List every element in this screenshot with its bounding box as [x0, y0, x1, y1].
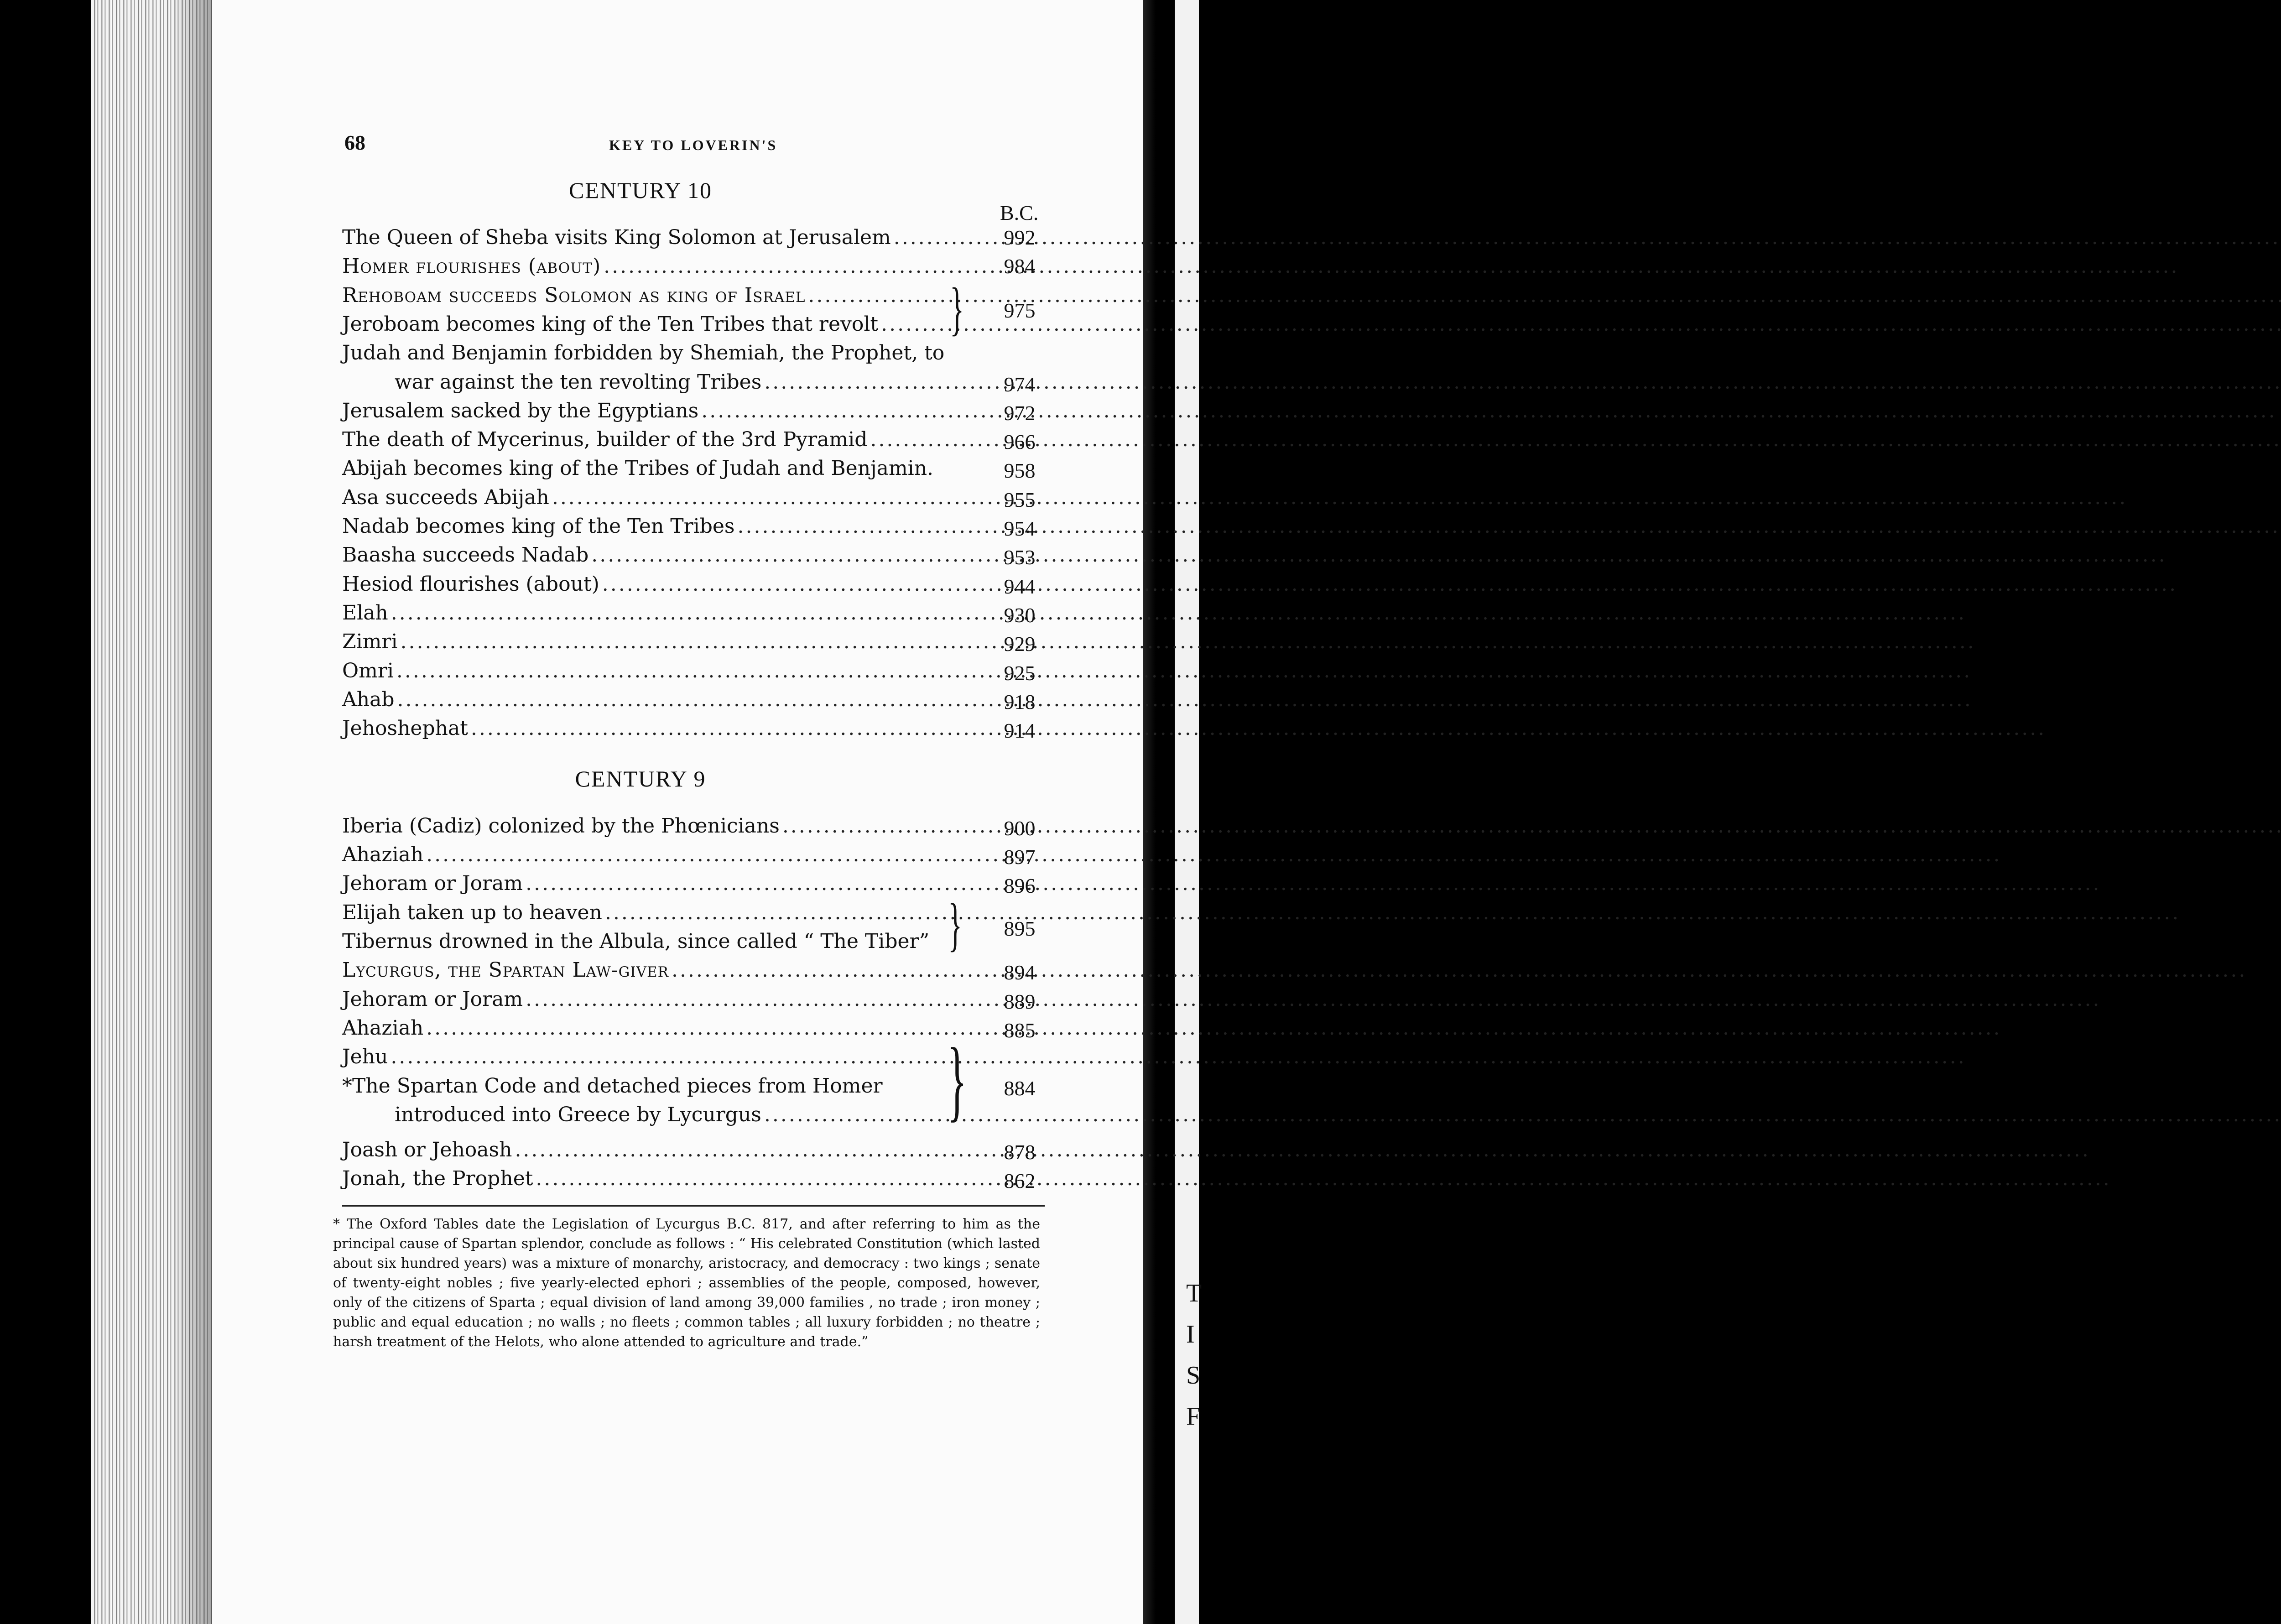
bc-column-heading: B.C.	[1000, 201, 1039, 224]
entry-text: Zimri	[342, 630, 398, 653]
next-page-fragment	[1186, 1273, 1202, 1437]
entry-year: 972	[1004, 401, 1036, 425]
brace: }	[948, 892, 963, 958]
entry-year: 925	[1004, 661, 1036, 685]
entry-row	[342, 985, 979, 1014]
entry-row	[342, 224, 979, 252]
entry-row	[342, 869, 979, 898]
entry-row	[342, 339, 979, 367]
page-stack-shadow	[173, 0, 214, 1624]
entry-year: 954	[1004, 517, 1036, 540]
entry-year: 878	[1004, 1140, 1036, 1164]
page-number: 68	[344, 131, 365, 154]
entry-row	[342, 1043, 944, 1071]
entry-row	[342, 541, 963, 569]
entry-row	[342, 281, 944, 310]
entry-text: Judah and Benjamin forbidden by Shemiah, the Prophet, to	[342, 341, 945, 364]
footnote-rule	[342, 1205, 1045, 1207]
entry-text: Hesiod flourishes (about)	[342, 573, 599, 596]
entry-year: 895	[1004, 917, 1036, 940]
entry-row	[342, 812, 979, 840]
brace: }	[950, 276, 964, 342]
entry-year: 914	[1004, 719, 1036, 742]
page-header	[344, 127, 1056, 163]
entry-text: Iberia (Cadiz) colonized by the Phœnicians	[342, 814, 780, 838]
entry-year: 885	[1004, 1019, 1036, 1042]
entry-row	[342, 1165, 979, 1193]
entry-text: Abijah becomes king of the Tribes of Judah and Benjamin.	[342, 457, 934, 480]
entry-text: Elijah taken up to heaven	[342, 901, 602, 924]
entry-row	[342, 1136, 979, 1164]
entry-year: 966	[1004, 430, 1036, 453]
entry-row	[342, 570, 979, 599]
entry-row	[342, 841, 979, 869]
entry-text: Jerusalem sacked by the Egyptians	[342, 399, 699, 422]
brace: }	[947, 1030, 967, 1130]
entry-year: 984	[1004, 255, 1036, 278]
entry-text: Baasha succeeds Nadab	[342, 543, 589, 567]
entry-row	[342, 1014, 979, 1042]
entry-year: 958	[1004, 459, 1036, 482]
entry-text: Elah	[342, 601, 388, 625]
entry-row	[342, 956, 979, 984]
footnote: * The Oxford Tables date the Legislation of Lycurgus B.C. 817, and after referring to him as the principal cause of Spartan splendor, conclude as follows : “ His celebrated Constitution (which lasted about six hundred years) was a mixture of monarchy, aristocracy, and democracy : two kings ; senate of twenty-eight nobles ; five yearly-elected ephori ; assemblies of the people, composed, however, only of the citizens of Sparta ; equal division of land among 39,000 families , no trade ; iron money ; public and equal education ; no walls ; no fleets ; common tables ; all luxury forbidden ; no theatre ; harsh treatment of the Helots, who alone attended to agriculture and trade.”	[333, 1216, 1040, 1350]
entry-text: Jehoshephat	[342, 717, 468, 740]
entry-year: 900	[1004, 817, 1036, 840]
entry-text: Lycurgus, the Spartan Law-giver	[342, 958, 669, 982]
entry-text: Homer flourishes (about)	[342, 255, 601, 278]
entry-row	[342, 1072, 944, 1100]
entry-year: 897	[1004, 845, 1036, 869]
entry-row	[342, 657, 979, 685]
entry-year: 918	[1004, 690, 1036, 713]
entry-row	[342, 454, 979, 483]
entry-text: Ahab	[342, 688, 395, 711]
entry-row	[342, 310, 944, 338]
entry-text: Jehoram or Joram	[342, 988, 523, 1011]
entry-row	[342, 368, 979, 396]
entry-row	[342, 714, 979, 743]
entry-text: Asa succeeds Abijah	[342, 486, 549, 509]
entry-row	[342, 1101, 944, 1129]
entry-year: 862	[1004, 1169, 1036, 1192]
entry-text: The Queen of Sheba visits King Solomon at Jerusalem	[342, 226, 891, 249]
entry-text: Jonah, the Prophet	[342, 1167, 533, 1190]
entry-text: Nadab becomes king of the Ten Tribes	[342, 515, 735, 538]
entry-year: 930	[1004, 604, 1036, 627]
entry-year: 894	[1004, 961, 1036, 984]
entry-year: 929	[1004, 632, 1036, 656]
entry-text: Rehoboam succeeds Solomon as king of Israel	[342, 284, 806, 307]
entry-year: 974	[1004, 373, 1036, 396]
entry-text: Ahaziah	[342, 1016, 424, 1040]
entry-text: introduced into Greece by Lycurgus	[395, 1103, 761, 1126]
entry-row	[342, 599, 979, 627]
next-page-letter: T	[1186, 1279, 1202, 1307]
next-page-letter: I	[1186, 1320, 1195, 1348]
entry-year: 884	[1004, 1077, 1036, 1100]
entry-text: Jehu	[342, 1045, 388, 1068]
entry-row	[342, 397, 979, 425]
entry-text: The death of Mycerinus, builder of the 3rd Pyramid	[342, 428, 868, 451]
entry-year: 889	[1004, 990, 1036, 1013]
entry-text: Ahaziah	[342, 843, 424, 866]
entry-text: Omri	[342, 659, 394, 682]
entry-year: 992	[1004, 226, 1036, 249]
entry-text: Tibernus drowned in the Albula, since called “ The Tiber”	[342, 930, 930, 953]
entry-year: 896	[1004, 874, 1036, 897]
entry-row	[342, 927, 944, 956]
entry-row	[342, 899, 944, 927]
next-page-letter: S	[1186, 1361, 1201, 1390]
entry-row	[342, 252, 979, 281]
century-10-heading: CENTURY 10	[569, 177, 712, 203]
running-head: KEY TO LOVERIN'S	[609, 137, 778, 153]
entry-text: Jehoram or Joram	[342, 872, 523, 895]
entry-year: 953	[1004, 546, 1036, 569]
entry-year: 955	[1004, 488, 1036, 511]
entry-row	[342, 512, 979, 541]
entry-text: *The Spartan Code and detached pieces from Homer	[342, 1074, 883, 1098]
entry-text: Jeroboam becomes king of the Ten Tribes that revolt	[342, 312, 879, 336]
next-page-letter: F	[1186, 1402, 1201, 1431]
entry-year: 975	[1004, 299, 1036, 322]
entry-year: 944	[1004, 575, 1036, 598]
entry-text: war against the ten revolting Tribes	[395, 370, 762, 394]
century-9-heading: CENTURY 9	[575, 766, 706, 791]
entry-row	[342, 686, 979, 714]
entry-text: Joash or Jehoash	[342, 1138, 512, 1161]
entry-row	[342, 426, 979, 454]
entry-row	[342, 628, 979, 656]
entry-row	[342, 484, 979, 512]
